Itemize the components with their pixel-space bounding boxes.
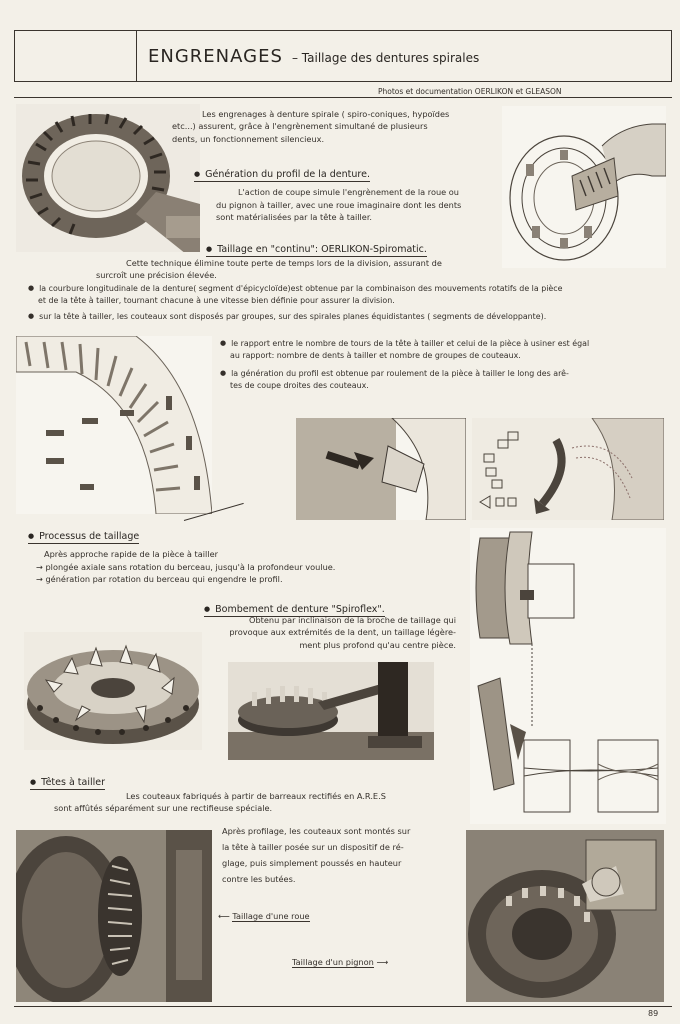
title-sub: – Taillage des dentures spirales (291, 51, 480, 65)
intro-line: etc...) assurent, grâce à l'engrènement simultané de plusieurs (172, 121, 428, 132)
bullet-item: ● la courbure longitudinale de la denture( segment d'épicycloïde)est obtenue par la combinaison des mouvements rotatifs de la pièce (28, 283, 562, 295)
photo-credit: Photos et documentation OERLIKON et GLEASON (378, 87, 562, 96)
processus-line (36, 573, 335, 585)
header-rule (14, 97, 672, 98)
bombement-text (188, 614, 456, 651)
taillage-line: Cette technique élimine toute perte de temps lors de la division, assurant de (126, 258, 442, 268)
bullets-right (220, 338, 589, 391)
crowning-drawing (470, 528, 666, 824)
tetes-line: Les couteaux fabriqués à partir de barreaux rectifiés en A.R.E.S (126, 791, 386, 801)
tetes-section (30, 770, 105, 790)
taillage-section (206, 237, 427, 257)
processus-step-text: génération par rotation du berceau qui engendre le profil. (45, 573, 283, 584)
processus-section (28, 524, 335, 585)
tooth-generation-diagram-b (472, 418, 664, 520)
tetes-line: sont affûtés séparément sur une rectifieuse spéciale. (54, 803, 273, 814)
bullet-item: ● le rapport entre le nombre de tours de la tête à tailler et celui de la pièce à usiner est égal (220, 338, 589, 350)
processus-line (36, 561, 335, 573)
arrow-right-icon: → (36, 573, 43, 584)
taillage-line: surcroît une précision élevée. (96, 270, 217, 281)
tetes-text-bottom (222, 824, 410, 888)
cutter-head-photo (24, 632, 202, 750)
bombement-line: ment plus profond qu'au centre pièce. (299, 639, 456, 650)
bullets-full (28, 283, 562, 323)
tetes-line: Après profilage, les couteaux sont montés sur (222, 826, 411, 836)
tooth-generation-diagram-a (296, 418, 466, 520)
wheel-cutting-photo (16, 830, 212, 1002)
title-main: ENGRENAGES (148, 46, 283, 67)
processus-line: Après approche rapide de la pièce à tailler (44, 549, 218, 560)
generation-section (194, 162, 461, 223)
bombement-heading: ● Bombement de denture "Spiroflex". (204, 604, 385, 617)
cutter-setting-machine-photo (228, 662, 434, 760)
bullet-item-cont: au rapport: nombre de dents à tailler et nombre de groupes de couteaux. (230, 350, 521, 360)
arrow-right-icon: ⟶ (376, 957, 389, 967)
bombement-line: provoque aux extrémités de la dent, un taillage légère- (229, 627, 456, 638)
caption-roue (218, 910, 310, 922)
page-title (148, 46, 479, 67)
tetes-line: la tête à tailler posée sur un dispositif de ré- (222, 841, 404, 852)
pinion-cutting-photo (466, 830, 664, 1002)
bombement-line: Obtenu par inclinaison de la broche de taillage qui (249, 615, 456, 625)
cutter-head-drawing (502, 106, 666, 268)
bullet-item-cont: tes de coupe droites des couteaux. (230, 380, 369, 390)
tetes-heading: ● Têtes à tailler (30, 777, 105, 790)
arrow-left-icon: ⟵ (218, 911, 230, 921)
bullet-item-cont: et de la tête à tailler, tournant chacune à une vitesse bien définie pour assurer la division. (38, 295, 395, 305)
generation-heading: ● Génération du profil de la denture. (194, 169, 370, 182)
footer-rule (14, 1006, 672, 1007)
generation-line: sont matérialisées par la tête à tailler. (216, 211, 373, 222)
taillage-text (96, 257, 442, 282)
bullet-item: ● la génération du profil est obtenue par roulement de la pièce à tailler le long des arê- (220, 368, 589, 380)
bullet-item: ● sur la tête à tailler, les couteaux sont disposés par groupes, sur des spirales planes équidistantes ( segments de développante). (28, 311, 562, 323)
tetes-line: glage, puis simplement poussés en hauteur (222, 857, 402, 868)
cutter-spiral-diagram (16, 336, 212, 514)
tetes-line: contre les butées. (222, 873, 296, 884)
caption-roue-text: Taillage d'une roue (232, 911, 310, 921)
page-number: 89 (648, 1009, 659, 1018)
tetes-text-top (54, 790, 386, 815)
arrow-right-icon: → (36, 561, 43, 572)
processus-step-text: plongée axiale sans rotation du berceau, jusqu'à la profondeur voulue. (45, 561, 336, 572)
intro-line: Les engrenages à denture spirale ( spiro-coniques, hypoïdes (202, 109, 450, 119)
intro-line: dents, un fonctionnement silencieux. (172, 133, 325, 144)
caption-pignon-text: Taillage d'un pignon (292, 957, 374, 967)
generation-line: du pignon à tailler, avec une roue imaginaire dont les dents (216, 199, 462, 210)
processus-heading: ● Processus de taillage (28, 531, 139, 544)
caption-pignon (292, 956, 388, 968)
generation-line: L'action de coupe simule l'engrènement de la roue ou (238, 187, 459, 198)
intro-paragraph (172, 108, 449, 145)
taillage-heading: ● Taillage en "continu": OERLIKON-Spiromatic. (206, 244, 427, 257)
